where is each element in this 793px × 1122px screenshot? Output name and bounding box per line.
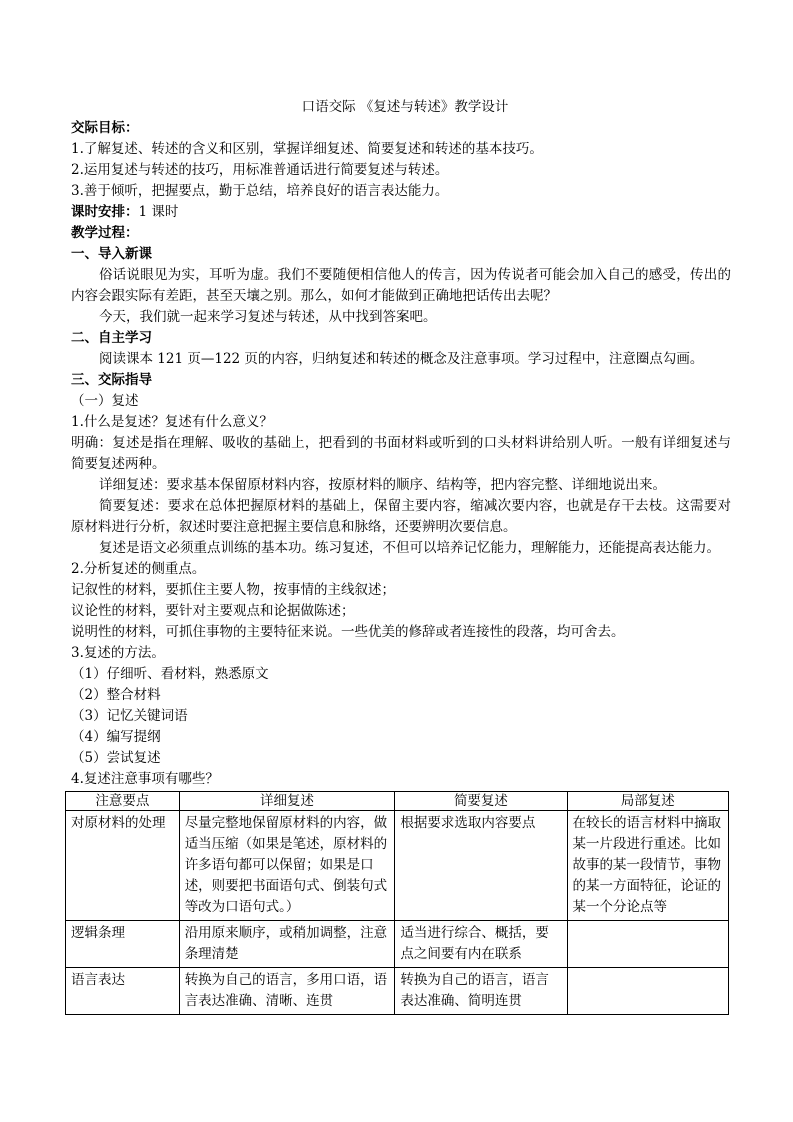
table-header-row: [66, 792, 729, 811]
table-cell: 对原材料的处理: [66, 811, 180, 921]
schedule-label: 课时安排：: [71, 204, 139, 220]
table-cell: 尽量完整地保留原材料的内容，做适当压缩（如果是笔述，原材料的许多语句都可以保留；如果是口述，则要把书面语句式、倒装句式等改为口语句式。）: [179, 811, 395, 921]
table-header-cell: 详细复述: [179, 792, 395, 811]
goals-heading: 交际目标：: [71, 120, 139, 136]
goal-item: 2.运用复述与转述的技巧，用标准普通话进行简要复述与转述。: [71, 162, 449, 178]
list-item: （2）整合材料: [71, 687, 161, 703]
subsection-heading: （一）复述: [71, 393, 139, 409]
paragraph: 明确：复述是指在理解、吸收的基础上，把看到的书面材料或听到的口头材料讲给别人听。一般有详细复述与简要复述两种。: [71, 435, 731, 472]
table-row: [66, 921, 729, 968]
list-item: 记叙性的材料，要抓住主要人物，按事情的主线叙述；: [71, 582, 395, 598]
paragraph: 简要复述：要求在总体把握原材料的基础上，保留主要内容，缩减次要内容，也就是存干去枝。这需要对原材料进行分析，叙述时要注意把握主要信息和脉络，还要辨明次要信息。: [71, 498, 731, 535]
question: 3.复述的方法。: [71, 645, 165, 661]
paragraph: 复述是语文必须重点训练的基本功。练习复述，不但可以培养记忆能力，理解能力，还能提高表达能力。: [99, 540, 720, 556]
schedule-value: 1 课时: [138, 204, 179, 220]
question: 2.分析复述的侧重点。: [71, 561, 206, 577]
section-heading: 二、自主学习: [71, 330, 152, 346]
table-header-cell: 注意要点: [66, 792, 180, 811]
list-item: 议论性的材料，要针对主要观点和论据做陈述；: [71, 603, 355, 619]
table-row: [66, 968, 729, 1015]
goal-item: 1.了解复述、转述的含义和区别，掌握详细复述、简要复述和转述的基本技巧。: [71, 141, 543, 157]
list-item: （1）仔细听、看材料，熟悉原文: [71, 666, 269, 682]
list-item: （5）尝试复述: [71, 750, 161, 766]
schedule-line: [71, 202, 731, 223]
table-cell: 根据要求选取内容要点: [395, 811, 567, 921]
document-body: [71, 97, 731, 1015]
paragraph: 详细复述：要求基本保留原材料内容，按原材料的顺序、结构等，把内容完整、详细地说出来。: [99, 477, 666, 493]
table-cell: 在较长的语言材料中摘取某一片段进行重述。比如故事的某一段情节，事物的某一方面特征，论证的某一个分论点等: [567, 811, 729, 921]
table-cell: 逻辑条理: [66, 921, 180, 968]
table-cell: 转换为自己的语言，多用口语，语言表达准确、清晰、连贯: [179, 968, 395, 1015]
list-item: 说明性的材料，可抓住事物的主要特征来说。一些优美的修辞或者连接性的段落，均可舍去。: [71, 624, 625, 640]
section-heading: 三、交际指导: [71, 372, 152, 388]
question: 4.复述注意事项有哪些？: [71, 771, 219, 787]
list-item: （3）记忆关键词语: [71, 708, 188, 724]
goal-item: 3.善于倾听，把握要点，勤于总结，培养良好的语言表达能力。: [71, 183, 449, 199]
paragraph: 阅读课本 121 页—122 页的内容，归纳复述和转述的概念及注意事项。学习过程中，注意圈点勾画。: [99, 351, 704, 367]
question: 1.什么是复述？复述有什么意义？: [71, 414, 273, 430]
table-cell: 转换为自己的语言，语言表达准确、简明连贯: [395, 968, 567, 1015]
table-row: [66, 811, 729, 921]
section-heading: 一、导入新课: [71, 246, 152, 262]
table-cell: 适当进行综合、概括，要点之间要有内在联系: [395, 921, 567, 968]
table-cell: [567, 968, 729, 1015]
comparison-table: [65, 791, 729, 1015]
table-header-cell: 简要复述: [395, 792, 567, 811]
table-cell: 沿用原来顺序，或稍加调整，注意条理清楚: [179, 921, 395, 968]
paragraph: 今天，我们就一起来学习复述与转述，从中找到答案吧。: [99, 309, 437, 325]
table-cell: [567, 921, 729, 968]
table-header-cell: 局部复述: [567, 792, 729, 811]
process-heading: 教学过程：: [71, 225, 139, 241]
list-item: （4）编写提纲: [71, 729, 161, 745]
page-title: 口语交际 《复述与转述》教学设计: [301, 99, 509, 115]
table-cell: 语言表达: [66, 968, 180, 1015]
paragraph: 俗话说眼见为实，耳听为虚。我们不要随便相信他人的传言，因为传说者可能会加入自己的感受，传出的内容会跟实际有差距，甚至天壤之别。那么，如何才能做到正确地把话传出去呢？: [71, 267, 731, 304]
